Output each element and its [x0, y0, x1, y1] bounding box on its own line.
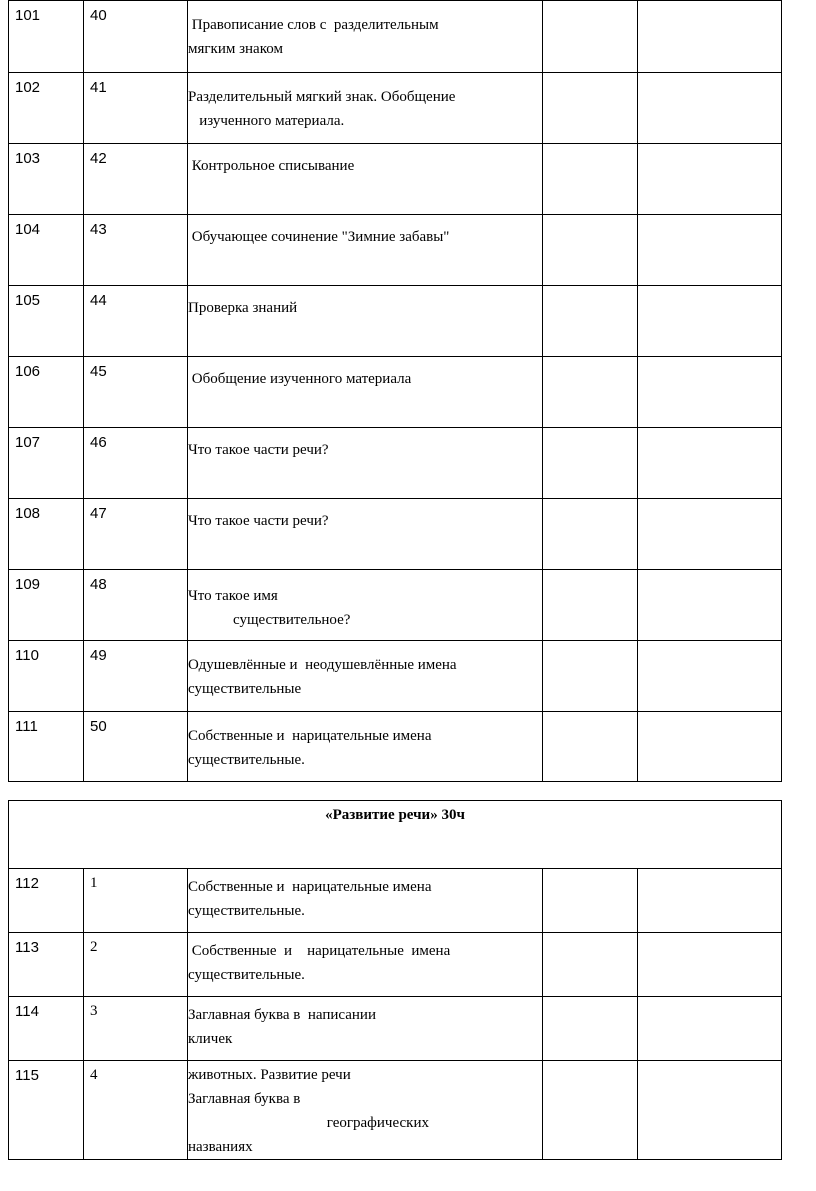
date-plan-cell: [543, 73, 638, 144]
table-row: [9, 428, 782, 499]
lesson-topic: [188, 499, 543, 570]
topic-number: 45: [84, 357, 188, 428]
lesson-number: 110: [9, 641, 84, 712]
date-plan-cell: [543, 1, 638, 73]
lesson-table-1: [8, 0, 782, 782]
topic-line: существительное?: [188, 612, 351, 628]
date-fact-cell: [638, 570, 782, 641]
topic-line: Что такое части речи?: [188, 513, 329, 529]
lesson-number: 115: [9, 1061, 84, 1160]
lesson-number: 111: [9, 712, 84, 782]
table-row: [9, 869, 782, 933]
date-fact-cell: [638, 286, 782, 357]
topic-line: Заглавная буква в: [188, 1091, 301, 1107]
topic-line: существительные.: [188, 967, 305, 983]
date-fact-cell: [638, 997, 782, 1061]
topic-number: 44: [84, 286, 188, 357]
lesson-number: 105: [9, 286, 84, 357]
topic-number: 48: [84, 570, 188, 641]
lesson-topic: [188, 1, 543, 73]
topic-line: Контрольное списывание: [188, 158, 355, 174]
topic-line: существительные: [188, 681, 302, 697]
date-fact-cell: [638, 73, 782, 144]
topic-line: изученного материала.: [188, 113, 345, 129]
topic-number: 2: [84, 933, 188, 997]
topic-line: Собственные и нарицательные имена: [188, 943, 451, 959]
topic-number: 40: [84, 1, 188, 73]
topic-line: животных. Развитие речи: [188, 1067, 351, 1083]
topic-line: Собственные и нарицательные имена: [188, 728, 432, 744]
lesson-topic: [188, 357, 543, 428]
topic-number: 41: [84, 73, 188, 144]
table-row: [9, 286, 782, 357]
date-plan-cell: [543, 1061, 638, 1160]
lesson-number: 102: [9, 73, 84, 144]
topic-line: географических: [188, 1115, 429, 1131]
lesson-number: 113: [9, 933, 84, 997]
table-row: [9, 215, 782, 286]
table-row: [9, 641, 782, 712]
table-row: [9, 1061, 782, 1160]
date-plan-cell: [543, 933, 638, 997]
date-fact-cell: [638, 215, 782, 286]
table-row: [9, 570, 782, 641]
lesson-topic: [188, 570, 543, 641]
date-fact-cell: [638, 712, 782, 782]
date-fact-cell: [638, 144, 782, 215]
table-row: [9, 997, 782, 1061]
date-plan-cell: [543, 499, 638, 570]
topic-line: мягким знаком: [188, 41, 283, 57]
topic-number: 43: [84, 215, 188, 286]
lesson-topic: [188, 712, 543, 782]
topic-line: Что такое имя: [188, 588, 278, 604]
topic-line: Заглавная буква в написании: [188, 1007, 376, 1023]
section-row: [9, 801, 782, 869]
lesson-topic: [188, 286, 543, 357]
lesson-table-2: [8, 800, 782, 1160]
table-row: [9, 357, 782, 428]
topic-number: 4: [84, 1061, 188, 1160]
section-title: «Развитие речи» 30ч: [9, 801, 782, 869]
date-fact-cell: [638, 869, 782, 933]
lesson-number: 109: [9, 570, 84, 641]
lesson-topic: [188, 869, 543, 933]
lesson-number: 112: [9, 869, 84, 933]
lesson-topic: [188, 428, 543, 499]
lesson-topic: [188, 933, 543, 997]
lesson-topic: [188, 641, 543, 712]
topic-number: 3: [84, 997, 188, 1061]
lesson-number: 106: [9, 357, 84, 428]
date-plan-cell: [543, 144, 638, 215]
date-fact-cell: [638, 1061, 782, 1160]
date-fact-cell: [638, 357, 782, 428]
lesson-topic: [188, 215, 543, 286]
lesson-number: 103: [9, 144, 84, 215]
table-row: [9, 499, 782, 570]
topic-line: Обучающее сочинение "Зимние забавы": [188, 229, 450, 245]
date-plan-cell: [543, 641, 638, 712]
date-fact-cell: [638, 641, 782, 712]
date-plan-cell: [543, 215, 638, 286]
date-fact-cell: [638, 428, 782, 499]
lesson-number: 108: [9, 499, 84, 570]
date-plan-cell: [543, 712, 638, 782]
topic-number: 49: [84, 641, 188, 712]
table-row: [9, 712, 782, 782]
table-row: [9, 933, 782, 997]
date-plan-cell: [543, 997, 638, 1061]
lesson-number: 101: [9, 1, 84, 73]
topic-line: существительные.: [188, 903, 305, 919]
table-row: [9, 144, 782, 215]
topic-line: Разделительный мягкий знак. Обобщение: [188, 89, 456, 105]
date-fact-cell: [638, 1, 782, 73]
date-plan-cell: [543, 428, 638, 499]
table-row: [9, 73, 782, 144]
topic-number: 1: [84, 869, 188, 933]
topic-number: 46: [84, 428, 188, 499]
topic-line: Проверка знаний: [188, 300, 298, 316]
topic-line: Правописание слов с разделительным: [188, 17, 439, 33]
lesson-topic: [188, 73, 543, 144]
lesson-number: 104: [9, 215, 84, 286]
lesson-topic: [188, 1061, 543, 1160]
date-plan-cell: [543, 357, 638, 428]
topic-line: Одушевлённые и неодушевлённые имена: [188, 657, 457, 673]
topic-line: Что такое части речи?: [188, 442, 329, 458]
lesson-number: 114: [9, 997, 84, 1061]
lesson-topic: [188, 144, 543, 215]
topic-number: 47: [84, 499, 188, 570]
topic-number: 50: [84, 712, 188, 782]
topic-line: существительные.: [188, 752, 305, 768]
table-row: [9, 1, 782, 73]
lesson-number: 107: [9, 428, 84, 499]
topic-line: названиях: [188, 1139, 253, 1155]
topic-number: 42: [84, 144, 188, 215]
topic-line: кличек: [188, 1031, 233, 1047]
topic-line: Собственные и нарицательные имена: [188, 879, 432, 895]
date-plan-cell: [543, 869, 638, 933]
date-plan-cell: [543, 286, 638, 357]
topic-line: Обобщение изученного материала: [188, 371, 412, 387]
date-fact-cell: [638, 499, 782, 570]
date-plan-cell: [543, 570, 638, 641]
date-fact-cell: [638, 933, 782, 997]
lesson-topic: [188, 997, 543, 1061]
